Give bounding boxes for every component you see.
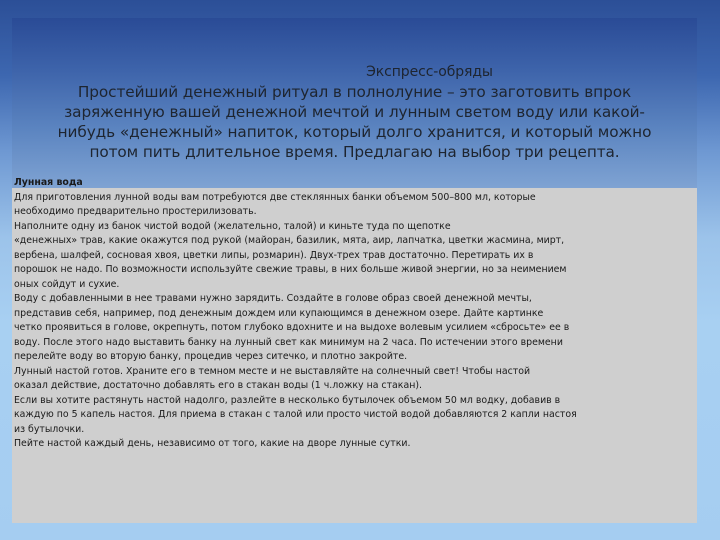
header-line: нибудь «денежный» напиток, который долго хранится, и который можно [57,123,652,141]
slide-title: Экспресс-обряды [366,64,493,80]
body-line: Наполните одну из банок чистой водой (желательно, талой) и киньте туда по щепотке [14,220,451,232]
header-line: потом пить длительное время. Предлагаю на выбор три рецепта. [89,143,620,161]
body-line: Для приготовления лунной воды вам потребуются две стеклянных банки объемом 500–800 мл, которые [14,191,536,203]
body-line: необходимо предварительно простерилизовать. [14,206,257,217]
body-line: из бутылочки. [14,423,85,435]
body-line: «денежных» трав, какие окажутся под рукой (майоран, базилик, мята, аир, лапчатка, цветки жасмина, мирт, [14,235,565,246]
body-line: Воду с добавленными в нее травами нужно зарядить. Создайте в голове образ своей денежной мечты, [14,293,532,304]
body-line: оных сойдут и сухие. [14,278,120,290]
body-line: оказал действие, достаточно добавлять его в стакан воды (1 ч.ложку на стакан). [14,380,422,391]
section-heading: Лунная вода [14,177,83,188]
body-line: Пейте настой каждый день, независимо от того, какие на дворе лунные сутки. [14,438,411,449]
body-line: каждую по 5 капель настоя. Для приема в стакан с талой или просто чистой водой добавляются 2 капли настоя [14,409,577,420]
body-line: Лунный настой готов. Храните его в темном месте и не выставляйте на солнечный свет! Чтобы настой [14,365,531,377]
body-line: четко проявиться в голове, окрепнуть, потом глубоко вдохните и на выдохе волевым усилием «сбросьте» ее в [14,322,570,333]
header-line: заряженную вашей денежной мечтой и лунным светом воду или какой- [64,103,645,121]
body-line: воду. После этого надо выставить банку на лунный свет как минимум на 2 часа. По истечении этого времени [14,336,563,348]
body-line: перелейте воду во вторую банку, процедив через ситечко, и плотно закройте. [14,351,408,362]
body-line: порошок не надо. По возможности используйте свежие травы, в них больше живой энергии, но за неимением [14,264,567,275]
header-text-block [16,62,693,162]
body-line: вербена, шалфей, сосновая хвоя, цветки липы, розмарин). Двух-трех трав достаточно. Перетирать их в [14,249,534,261]
body-text-block [14,176,682,452]
body-line: Если вы хотите растянуть настой надолго, разлейте в несколько бутылочек объемом 50 мл водку, добавив в [14,394,561,406]
slide-header [12,18,697,188]
header-line: Простейший денежный ритуал в полнолуние – это заготовить впрок [77,83,632,101]
body-line: представив себя, например, под денежным дождем или купающимся в денежном озере. Дайте картинке [14,307,544,319]
